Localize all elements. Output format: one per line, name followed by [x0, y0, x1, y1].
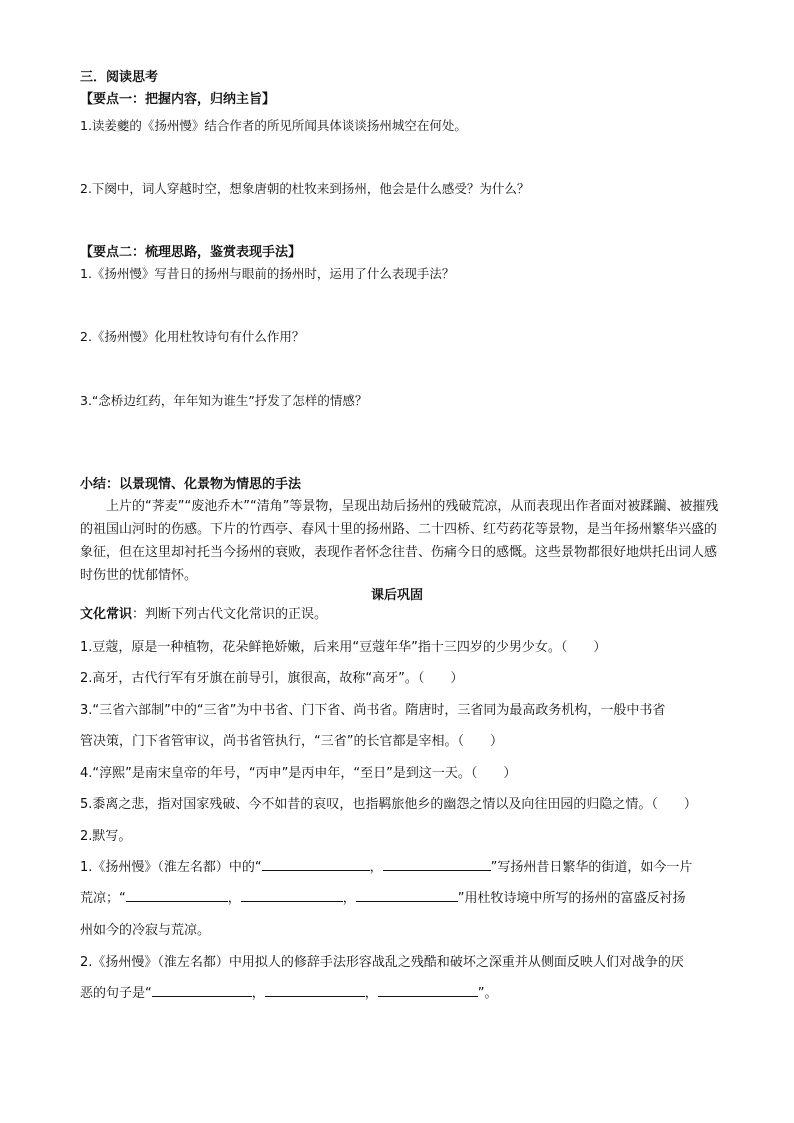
culture-item-3: 3.“三省六部制”中的“三省”为中书省、门下省、尚书省。隋唐时，三省同为最高政务机构，一般中书省 — [80, 703, 666, 718]
blank-1[interactable] — [262, 858, 370, 871]
culture-item-1: 1.豆蔻，原是一种植物，花朵鲜艳娇嫩，后来用“豆蔻年华”指十三四岁的少男少女。（ ） — [80, 640, 607, 655]
blank-8[interactable] — [378, 984, 478, 997]
dictation-title: 2.默写。 — [80, 829, 132, 844]
culture-label: 文化常识 — [80, 607, 133, 622]
dictation-1-line-1 — [80, 855, 692, 881]
dictation-1-text-c: 荒凉；“ — [80, 891, 126, 906]
dictation-1-sep-1: ， — [369, 860, 383, 875]
dictation-1-line-2 — [80, 886, 686, 912]
culture-instruction: ：判断下列古代文化常识的正误。 — [132, 607, 328, 622]
point1-question-1: 1.读姜夔的《扬州慢》结合作者的所见所闻具体谈谈扬州城空在何处。 — [80, 118, 467, 133]
dictation-2-text-c: ”。 — [477, 986, 498, 1001]
summary-title: 小结：以景现情、化景物为情思的手法 — [80, 477, 302, 492]
culture-item-2: 2.高牙，古代行军有牙旗在前导引，旗很高，故称“高牙”。（ ） — [80, 671, 464, 686]
point1-header: 【要点一：把握内容，归纳主旨】 — [80, 92, 276, 107]
dictation-1-sep-2: ， — [227, 891, 241, 906]
point2-header: 【要点二：梳理思路，鉴赏表现手法】 — [80, 245, 302, 260]
blank-4[interactable] — [241, 889, 343, 902]
point2-question-1: 1.《扬州慢》写昔日的扬州与眼前的扬州时，运用了什么表现手法？ — [80, 266, 455, 281]
culture-item-4: 4.“淳熙”是南宋皇帝的年号，“丙申”是丙申年，“至日”是到这一天。（ ） — [80, 766, 517, 781]
culture-heading — [80, 607, 327, 623]
section-title: 三．阅读思考 — [80, 70, 159, 85]
culture-item-5: 5.黍离之悲，指对国家残破、今不如昔的哀叹，也指羁旅他乡的幽怨之情以及向往田园的归隐之情。（ ） — [80, 797, 697, 812]
dictation-2-line-2 — [80, 981, 498, 1007]
dictation-1-text-d: ”用杜牧诗境中所写的扬州的富盛反衬扬 — [457, 891, 686, 906]
dictation-1-line-3: 州如今的冷寂与荒凉。 — [80, 923, 211, 938]
point1-question-2: 2.下阕中，词人穿越时空，想象唐朝的杜牧来到扬州，他会是什么感受？为什么？ — [80, 181, 530, 196]
dictation-2-sep-2: ， — [364, 986, 378, 1001]
review-title: 课后巩固 — [370, 588, 423, 603]
blank-7[interactable] — [265, 984, 365, 997]
summary-paragraph: 上片的“荠麦”“废池乔木”“清角”等景物，呈现出劫后扬州的残破荒凉，从而表现出作者面对被蹂躏、被摧残的祖国山河时的伤感。下片的竹西亭、春风十里的扬州路、二十四桥、红芍药花等景物，是当年扬州繁华兴盛的象征，但在这里却衬托当今扬州的衰败，表现作者怀念往昔、伤痛今日的感慨。这些景物都很好地烘托出词人感时伤世的忧郁情怀。 — [80, 499, 719, 583]
blank-5[interactable] — [356, 889, 458, 902]
dictation-2-sep-1: ， — [251, 986, 265, 1001]
dictation-2-text-b: 恶的句子是“ — [80, 986, 152, 1001]
blank-2[interactable] — [383, 858, 491, 871]
dictation-1-text-a: 1.《扬州慢》（淮左名都）中的“ — [80, 860, 262, 875]
point2-question-3: 3.“念桥边红药，年年知为谁生”抒发了怎样的情感？ — [80, 393, 368, 408]
dictation-1-sep-3: ， — [342, 891, 356, 906]
blank-6[interactable] — [152, 984, 252, 997]
point2-question-2: 2.《扬州慢》化用杜牧诗句有什么作用？ — [80, 329, 305, 344]
blank-3[interactable] — [126, 889, 228, 902]
dictation-2-line-1: 2.《扬州慢》（淮左名都）中用拟人的修辞手法形容战乱之残酷和破坏之深重并从侧面反映人们对战争的厌 — [80, 955, 684, 970]
culture-item-3-cont: 管决策，门下省管审议，尚书省管执行，“三省”的长官都是宰相。（ ） — [80, 734, 503, 749]
dictation-1-text-b: ”写扬州昔日繁华的街道，如今一片 — [490, 860, 693, 875]
